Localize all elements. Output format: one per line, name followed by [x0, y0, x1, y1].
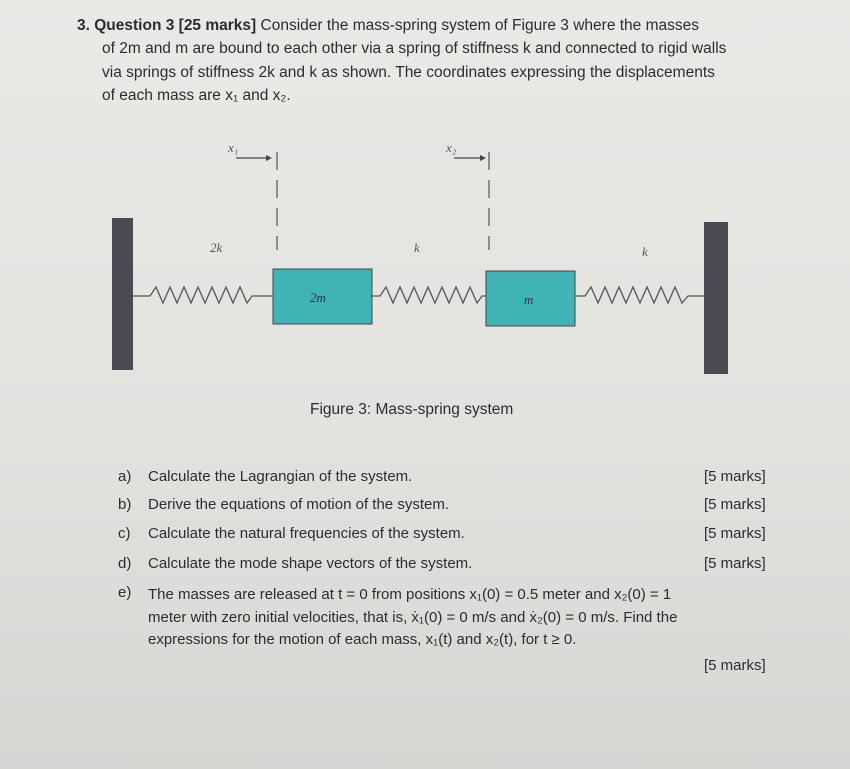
x2-label: x₂ [446, 140, 457, 155]
intro-line-4: of each mass are x₁ and x₂. [102, 87, 291, 104]
left-wall [112, 218, 133, 370]
part-text [148, 584, 768, 652]
spring-middle [372, 287, 486, 303]
part-letter: a) [118, 468, 132, 485]
part-text: Calculate the mode shape vectors of the system. [148, 555, 473, 572]
intro-line-3: via springs of stiffness 2k and k as shown. The coordinates expressing the displacements [102, 63, 715, 81]
x1-arrow-head [266, 155, 272, 161]
part-letter: c) [118, 525, 131, 542]
part-letter: e) [118, 584, 132, 601]
mass-left-label: 2m [310, 290, 326, 305]
part-e-line-3: expressions for the motion of each mass, x₁(t) and x₂(t), for t ≥ 0. [148, 631, 577, 648]
spring-middle-label: k [414, 240, 420, 255]
part-e-line-1: The masses are released at t = 0 from positions x₁(0) = 0.5 meter and x₂(0) = 1 [148, 586, 672, 603]
part-marks: [5 marks] [704, 657, 766, 674]
spring-right-label: k [642, 244, 648, 259]
intro-line-1: Consider the mass-spring system of Figure 3 where the masses [260, 17, 699, 34]
part-e-line-2: meter with zero initial velocities, that is, ẋ₁(0) = 0 m/s and ẋ₂(0) = 0 m/s. Find the [148, 608, 678, 626]
x2-arrow-head [480, 155, 486, 161]
part-marks: [5 marks] [704, 525, 766, 542]
part-marks: [5 marks] [704, 555, 766, 572]
right-wall [704, 222, 728, 374]
part-letter: d) [118, 555, 132, 572]
question-title: Question 3 [25 marks] [94, 17, 257, 34]
spring-left-label: 2k [210, 240, 223, 255]
mass-right-label: m [524, 292, 534, 307]
question-number: 3. [77, 17, 90, 34]
part-text: Calculate the natural frequencies of the system. [148, 525, 465, 542]
spring-left [133, 287, 273, 303]
part-text: Derive the equations of motion of the system. [148, 496, 449, 513]
part-text: Calculate the Lagrangian of the system. [148, 468, 413, 485]
x1-label: x₁ [228, 140, 239, 155]
part-marks: [5 marks] [704, 496, 766, 513]
figure-caption: Figure 3: Mass-spring system [310, 401, 514, 418]
spring-right [575, 287, 704, 303]
part-letter: b) [118, 496, 132, 513]
part-marks: [5 marks] [704, 468, 766, 485]
intro-line-2: of 2m and m are bound to each other via a spring of stiffness k and connected to rigid walls [102, 40, 727, 57]
